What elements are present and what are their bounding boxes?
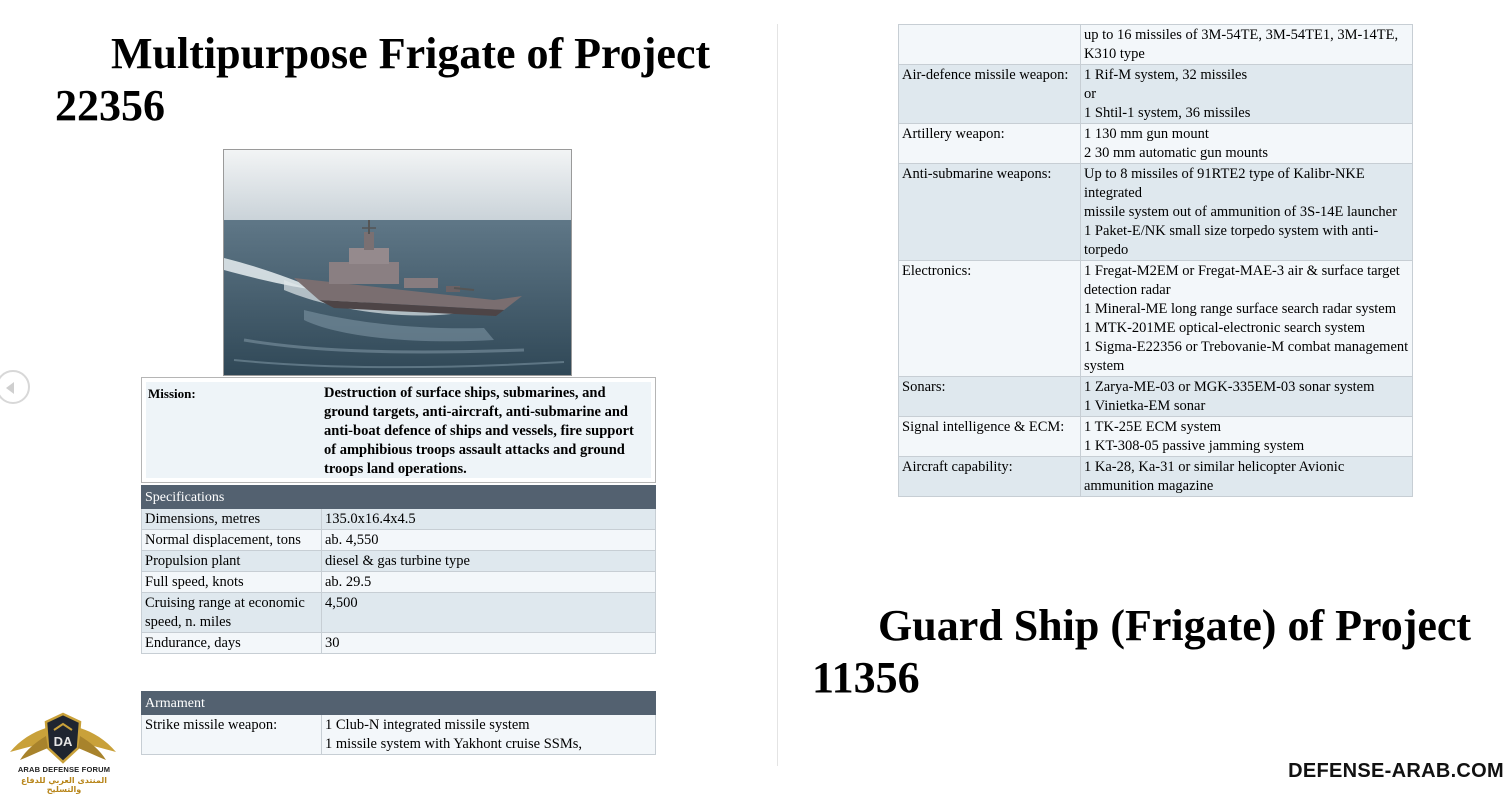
armament-label: Signal intelligence & ECM:	[899, 417, 1081, 457]
armament-value: up to 16 missiles of 3M-54TE, 3M-54TE1, 3M-14TE, K310 type	[1081, 25, 1413, 65]
armament-label	[899, 25, 1081, 65]
armament-label: Sonars:	[899, 377, 1081, 417]
table-row	[899, 164, 1413, 261]
mission-box	[141, 377, 656, 483]
table-row	[899, 261, 1413, 377]
table-row	[142, 593, 656, 633]
table-row	[142, 509, 656, 530]
spec-label: Propulsion plant	[142, 551, 322, 572]
page-divider	[777, 24, 778, 766]
spec-value: diesel & gas turbine type	[322, 551, 656, 572]
armament-value: 1 Zarya-ME-03 or MGK-335EM-03 sonar system 1 Vinietka-EM sonar	[1081, 377, 1413, 417]
spec-value: ab. 4,550	[322, 530, 656, 551]
armament-value: 1 Ka-28, Ka-31 or similar helicopter Avionic ammunition magazine	[1081, 457, 1413, 497]
armament-value: 1 130 mm gun mount 2 30 mm automatic gun mounts	[1081, 124, 1413, 164]
table-row	[142, 530, 656, 551]
table-row	[899, 377, 1413, 417]
spec-label: Cruising range at economic speed, n. miles	[142, 593, 322, 633]
table-row	[899, 65, 1413, 124]
armament-header: Armament	[142, 692, 656, 715]
armament-section	[141, 691, 661, 757]
spec-label: Endurance, days	[142, 633, 322, 654]
table-row	[142, 572, 656, 593]
right-page-title: Guard Ship (Frigate) of Project 11356	[812, 601, 1472, 702]
left-page-title: Multipurpose Frigate of Project 22356	[55, 29, 711, 130]
table-row	[142, 715, 656, 755]
spec-value: 135.0x16.4x4.5	[322, 509, 656, 530]
spec-value: ab. 29.5	[322, 572, 656, 593]
frigate-photo	[223, 149, 572, 376]
table-row	[142, 633, 656, 654]
armament-continued-table	[898, 24, 1413, 497]
specifications-table	[141, 485, 656, 654]
armament-value: Up to 8 missiles of 91RTE2 type of Kalibr-NKE integrated missile system out of ammunition of 3S-14E launcher 1 Paket-E/NK small size torpedo system with anti-torpedo	[1081, 164, 1413, 261]
armament-label: Strike missile weapon:	[142, 715, 322, 755]
specifications-header: Specifications	[142, 486, 656, 509]
armament-label: Aircraft capability:	[899, 457, 1081, 497]
armament-label: Anti-submarine weapons:	[899, 164, 1081, 261]
table-row	[899, 457, 1413, 497]
mission-label: Mission:	[148, 386, 196, 401]
armament-value: 1 Rif-M system, 32 missiles or 1 Shtil-1 system, 36 missiles	[1081, 65, 1413, 124]
spec-label: Normal displacement, tons	[142, 530, 322, 551]
forum-name: ARAB DEFENSE FORUM	[17, 765, 111, 774]
armament-label: Artillery weapon:	[899, 124, 1081, 164]
spec-label: Full speed, knots	[142, 572, 322, 593]
forum-name-arabic: المنتدى العربي للدفاع والتسليح	[20, 776, 108, 794]
armament-label: Air-defence missile weapon:	[899, 65, 1081, 124]
table-row	[899, 417, 1413, 457]
armament-value: 1 Fregat-M2EM or Fregat-MAE-3 air & surface target detection radar 1 Mineral-ME long range surface search radar system 1 MTK-201ME optical-electronic search system 1 Sigma-E22356 or Trebovanie-M combat management system	[1081, 261, 1413, 377]
spec-label: Dimensions, metres	[142, 509, 322, 530]
table-row	[899, 124, 1413, 164]
armament-label: Electronics:	[899, 261, 1081, 377]
logo-initials: DA	[53, 734, 73, 749]
spec-value: 4,500	[322, 593, 656, 633]
table-row	[899, 25, 1413, 65]
table-row	[142, 551, 656, 572]
mission-text: Destruction of surface ships, submarines, and ground targets, anti-aircraft, anti-submarine and anti-boat defence of ships and vessels, fire support of amphibious troops assault attacks and ground troops land operations.	[324, 385, 634, 477]
armament-table	[141, 691, 656, 755]
site-watermark: DEFENSE-ARAB.COM	[1288, 760, 1504, 782]
spec-value: 30	[322, 633, 656, 654]
armament-value: 1 Club-N integrated missile system 1 missile system with Yakhont cruise SSMs,	[322, 715, 656, 755]
armament-value: 1 TK-25E ECM system 1 KT-308-05 passive jamming system	[1081, 417, 1413, 457]
